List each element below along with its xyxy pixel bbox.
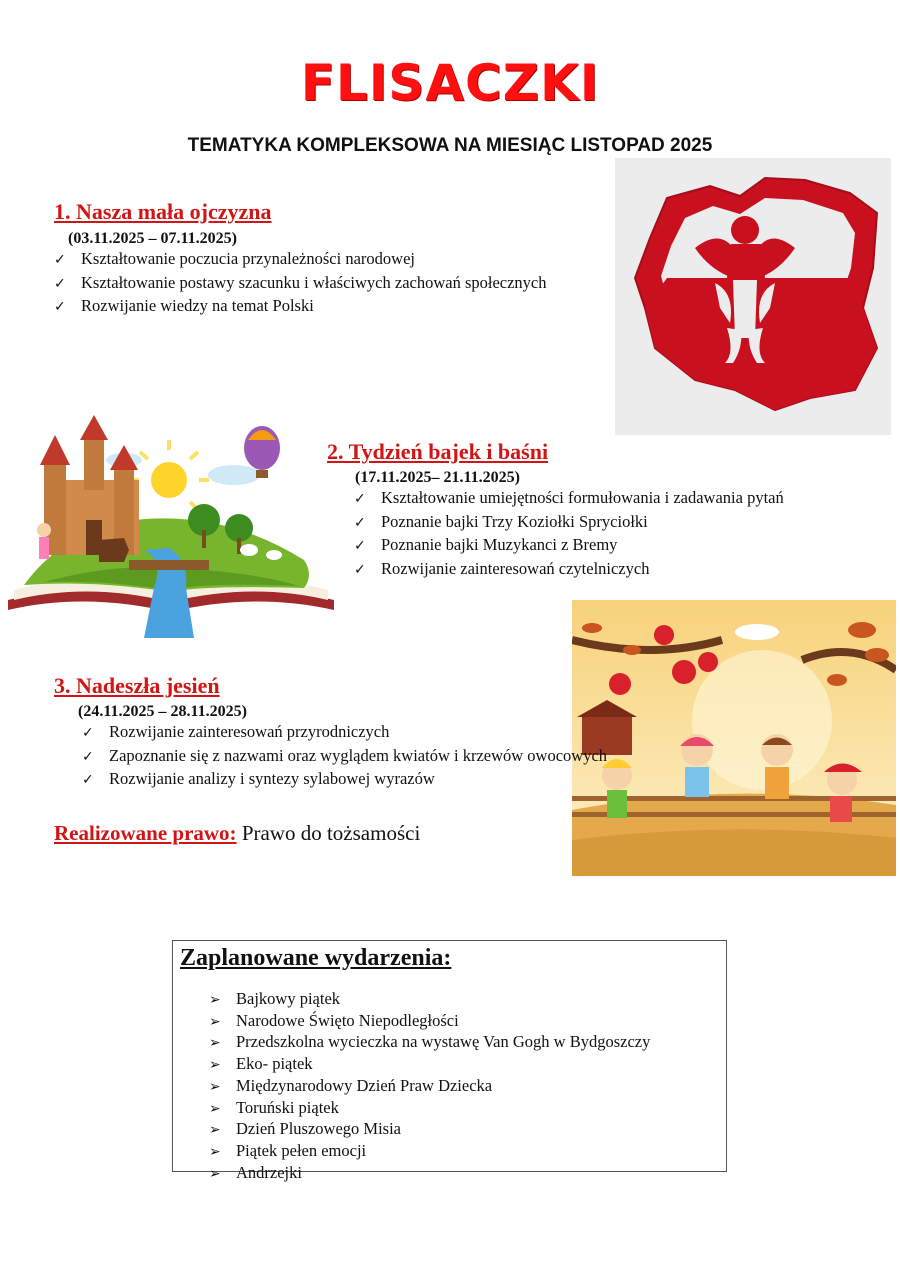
section-2-title: 2. Tydzień bajek i baśni [327,439,549,464]
right-statement [54,823,420,844]
section-3-dates: (24.11.2025 – 28.11.2025) [78,703,247,720]
list-item: ✓ Rozwijanie zainteresowań czytelniczych [354,558,784,582]
page-brand-title: FLISACZKI [300,54,600,112]
list-item: ➢ Narodowe Święto Niepodległości [209,1011,650,1033]
right-value: Prawo do tożsamości [241,821,421,845]
planned-events-box [172,940,727,1182]
list-item: ✓ Rozwijanie zainteresowań przyrodniczych [82,721,607,745]
list-item: ➢ Eko- piątek [209,1054,650,1076]
poland-map-emblem-image [615,158,891,435]
section-3-title: 3. Nadeszła jesień [54,673,220,698]
list-item: ➢ Bajkowy piątek [209,989,650,1011]
list-item: ✓ Zapoznanie się z nazwami oraz wyglądem kwiatów i krzewów owocowych [82,745,607,769]
section-2-list [354,487,784,581]
list-item: ✓ Kształtowanie umiejętności formułowania i zadawania pytań [354,487,784,511]
section-1-dates: (03.11.2025 – 07.11.2025) [68,230,237,247]
list-item: ➢ Międzynarodowy Dzień Praw Dziecka [209,1076,650,1098]
list-item: ✓ Poznanie bajki Muzykanci z Bremy [354,534,784,558]
section-1-list [54,248,547,319]
planned-events-list [209,989,650,1184]
list-item: ✓ Kształtowanie poczucia przynależności narodowej [54,248,547,272]
autumn-children-image [572,600,896,876]
list-item: ➢ Andrzejki [209,1163,650,1185]
section-1-title: 1. Nasza mała ojczyzna [54,199,272,224]
section-2-dates: (17.11.2025– 21.11.2025) [355,469,520,486]
list-item: ✓ Rozwijanie wiedzy na temat Polski [54,295,547,319]
right-label: Realizowane prawo: [54,821,237,845]
page-subtitle: TEMATYKA KOMPLEKSOWA NA MIESIĄC LISTOPAD 2025 [187,135,713,156]
list-item: ➢ Toruński piątek [209,1098,650,1120]
list-item: ✓ Poznanie bajki Trzy Koziołki Spryciołki [354,511,784,535]
fairytale-book-image [4,410,338,638]
list-item: ➢ Piątek pełen emocji [209,1141,650,1163]
list-item: ➢ Dzień Pluszowego Misia [209,1119,650,1141]
list-item: ✓ Rozwijanie analizy i syntezy sylabowej wyrazów [82,768,607,792]
planned-events-title: Zaplanowane wydarzenia: [180,945,452,971]
section-3-list [82,721,607,792]
list-item: ✓ Kształtowanie postawy szacunku i właściwych zachowań społecznych [54,272,547,296]
list-item: ➢ Przedszkolna wycieczka na wystawę Van Gogh w Bydgoszczy [209,1032,650,1054]
